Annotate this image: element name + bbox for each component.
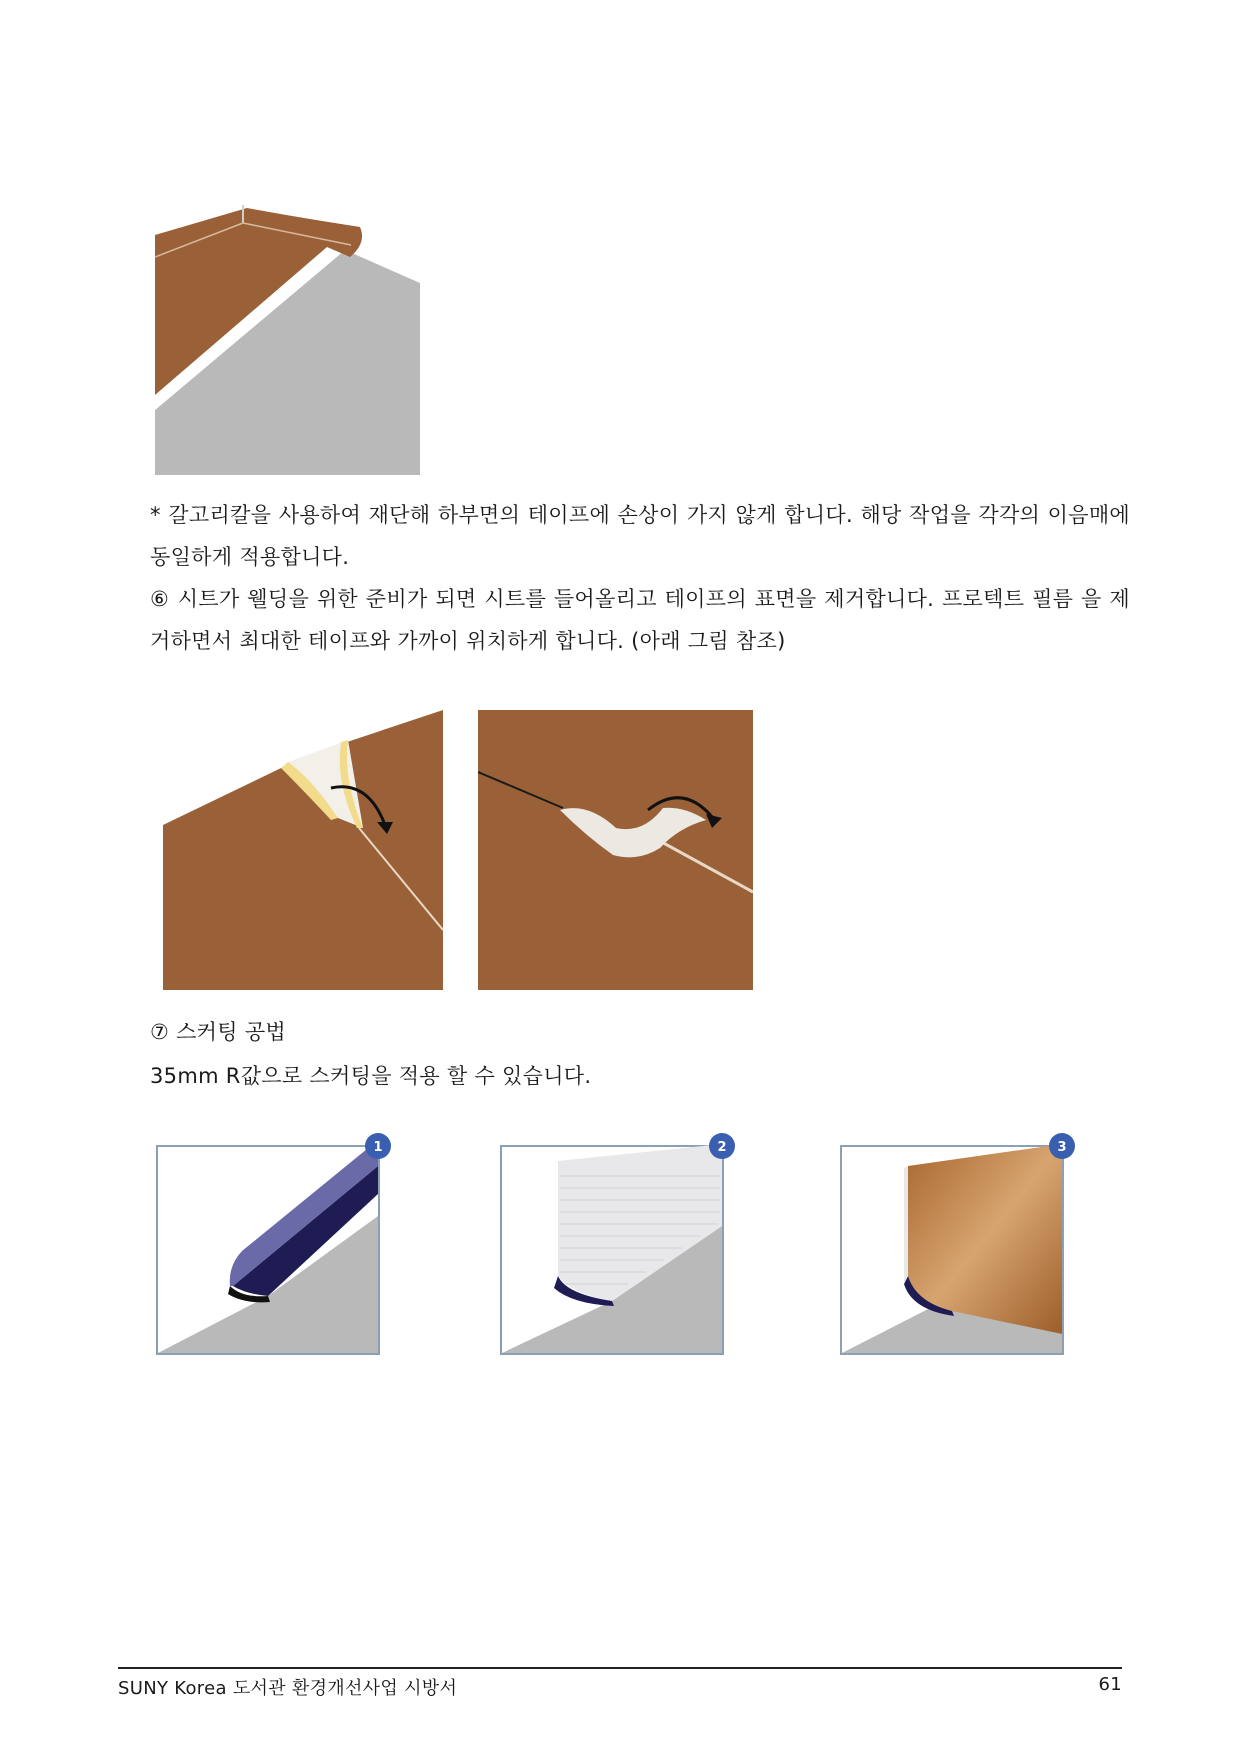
footer-page-number: 61 bbox=[1098, 1674, 1122, 1695]
footer-document-title: SUNY Korea 도서관 환경개선사업 시방서 bbox=[118, 1678, 458, 1699]
step7-heading: ⑦ 스커팅 공법 bbox=[150, 1020, 287, 1044]
skirting-step-3 bbox=[834, 1126, 1094, 1361]
note-line-2: 동일하게 적용합니다. bbox=[150, 545, 350, 569]
step-badge-2: 2 bbox=[717, 1140, 727, 1155]
step7-text: 35mm R값으로 스커팅을 적용 할 수 있습니다. bbox=[150, 1064, 592, 1088]
skirting-step-2 bbox=[494, 1126, 754, 1361]
lift-sheet-illustration bbox=[163, 710, 443, 990]
seam-cutting-illustration bbox=[155, 205, 430, 475]
footer-divider bbox=[118, 1667, 1122, 1669]
step-badge-1: 1 bbox=[373, 1140, 383, 1155]
skirting-step-1 bbox=[150, 1126, 410, 1361]
step6-line-2: 거하면서 최대한 테이프와 가까이 위치하게 합니다. (아래 그림 참조) bbox=[150, 629, 786, 653]
remove-film-illustration bbox=[478, 710, 753, 990]
step-badge-3: 3 bbox=[1057, 1140, 1067, 1155]
note-line-1: * 갈고리칼을 사용하여 재단해 하부면의 테이프에 손상이 가지 않게 합니다. 해당 작업을 각각의 이음매에 bbox=[150, 503, 1130, 527]
step6-line-1: ⑥ 시트가 웰딩을 위한 준비가 되면 시트를 들어올리고 테이프의 표면을 제거합니다. 프로텍트 필름 을 제 bbox=[150, 587, 1130, 611]
